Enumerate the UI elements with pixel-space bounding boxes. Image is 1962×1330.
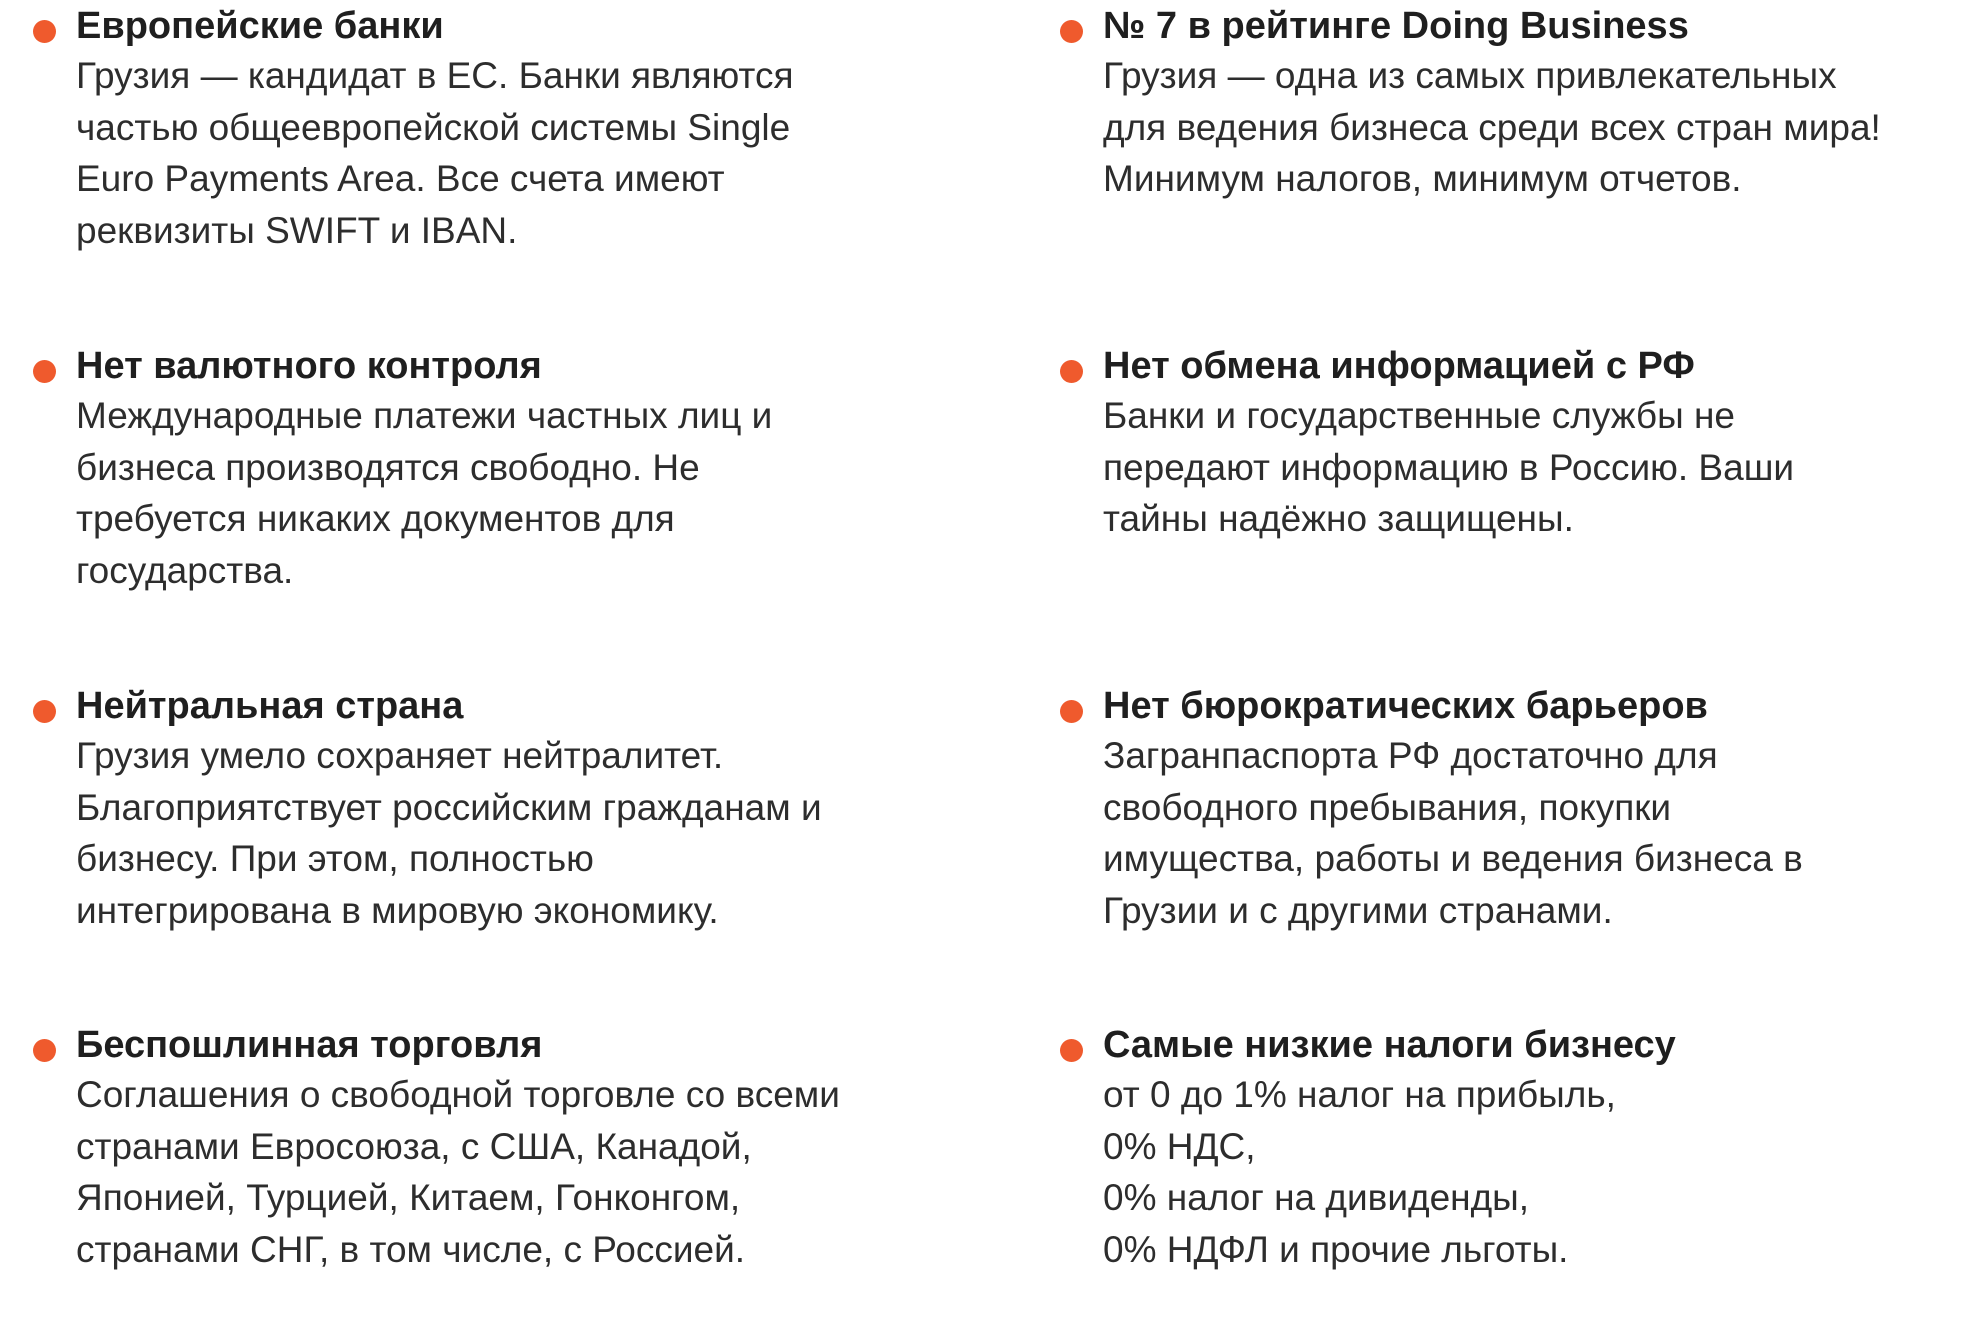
description-line: 0% НДФЛ и прочие льготы. bbox=[1103, 1228, 1569, 1270]
benefit-description bbox=[76, 390, 772, 596]
description-line: странами Евросоюза, с США, Канадой, bbox=[76, 1125, 752, 1167]
benefit-description bbox=[76, 50, 794, 256]
description-line: Японией, Турцией, Китаем, Гонконгом, bbox=[76, 1177, 741, 1218]
benefit-description bbox=[1103, 1069, 1616, 1275]
description-line: Благоприятствует российским гражданам и bbox=[76, 786, 822, 828]
benefit-description bbox=[1103, 390, 1794, 545]
bullet-dot-icon bbox=[1060, 20, 1083, 43]
description-line: требуется никаких документов для bbox=[76, 498, 675, 539]
bullet-dot-icon bbox=[33, 20, 56, 43]
description-line: Грузия умело сохраняет нейтралитет. bbox=[76, 735, 724, 776]
benefit-description bbox=[1103, 50, 1881, 205]
description-line: частью общеевропейской системы Single bbox=[76, 106, 791, 148]
description-line: тайны надёжно защищены. bbox=[1103, 498, 1574, 539]
benefit-title: Самые низкие налоги бизнесу bbox=[1103, 1024, 1676, 1066]
description-line: Грузия — одна из самых привлекательных bbox=[1103, 55, 1837, 96]
description-line: Грузии и с другими странами. bbox=[1103, 889, 1613, 931]
description-line: Грузия — кандидат в ЕС. Банки являются bbox=[76, 55, 794, 96]
benefit-title: № 7 в рейтинге Doing Business bbox=[1103, 5, 1689, 47]
description-line: от 0 до 1% налог на прибыль, bbox=[1103, 1074, 1616, 1115]
description-line: Банки и государственные службы не bbox=[1103, 395, 1735, 436]
description-line: 0% НДС, bbox=[1103, 1125, 1256, 1167]
benefit-title: Беспошлинная торговля bbox=[76, 1024, 543, 1066]
description-line: Соглашения о свободной торговле со всеми bbox=[76, 1074, 840, 1115]
description-line: передают информацию в Россию. Ваши bbox=[1103, 446, 1795, 488]
benefit-title: Нейтральная страна bbox=[76, 685, 464, 727]
benefit-title: Нет бюрократических барьеров bbox=[1103, 685, 1708, 727]
benefit-title: Нет обмена информацией с РФ bbox=[1103, 345, 1695, 387]
description-line: реквизиты SWIFT и IBAN. bbox=[76, 209, 518, 251]
benefit-description bbox=[76, 1069, 840, 1275]
bullet-dot-icon bbox=[33, 700, 56, 723]
description-line: государства. bbox=[76, 549, 294, 591]
description-line: для ведения бизнеса среди всех стран мира! bbox=[1103, 106, 1881, 148]
description-line: интегрирована в мировую экономику. bbox=[76, 889, 719, 931]
bullet-dot-icon bbox=[33, 1039, 56, 1062]
bullet-dot-icon bbox=[33, 360, 56, 383]
bullet-dot-icon bbox=[1060, 360, 1083, 383]
description-line: бизнесу. При этом, полностью bbox=[76, 838, 594, 879]
description-line: Международные платежи частных лиц и bbox=[76, 395, 773, 436]
description-line: Загранпаспорта РФ достаточно для bbox=[1103, 735, 1718, 776]
benefit-description bbox=[76, 730, 822, 936]
description-line: Euro Payments Area. Все счета имеют bbox=[76, 158, 725, 199]
benefit-title: Европейские банки bbox=[76, 5, 444, 47]
benefit-description bbox=[1103, 730, 1803, 936]
description-line: бизнеса производятся свободно. Не bbox=[76, 446, 700, 488]
benefit-title: Нет валютного контроля bbox=[76, 345, 542, 387]
description-line: имущества, работы и ведения бизнеса в bbox=[1103, 838, 1803, 879]
bullet-dot-icon bbox=[1060, 1039, 1083, 1062]
description-line: Минимум налогов, минимум отчетов. bbox=[1103, 158, 1742, 199]
description-line: странами СНГ, в том числе, с Россией. bbox=[76, 1228, 746, 1270]
description-line: свободного пребывания, покупки bbox=[1103, 786, 1672, 828]
bullet-dot-icon bbox=[1060, 700, 1083, 723]
description-line: 0% налог на дивиденды, bbox=[1103, 1177, 1530, 1218]
